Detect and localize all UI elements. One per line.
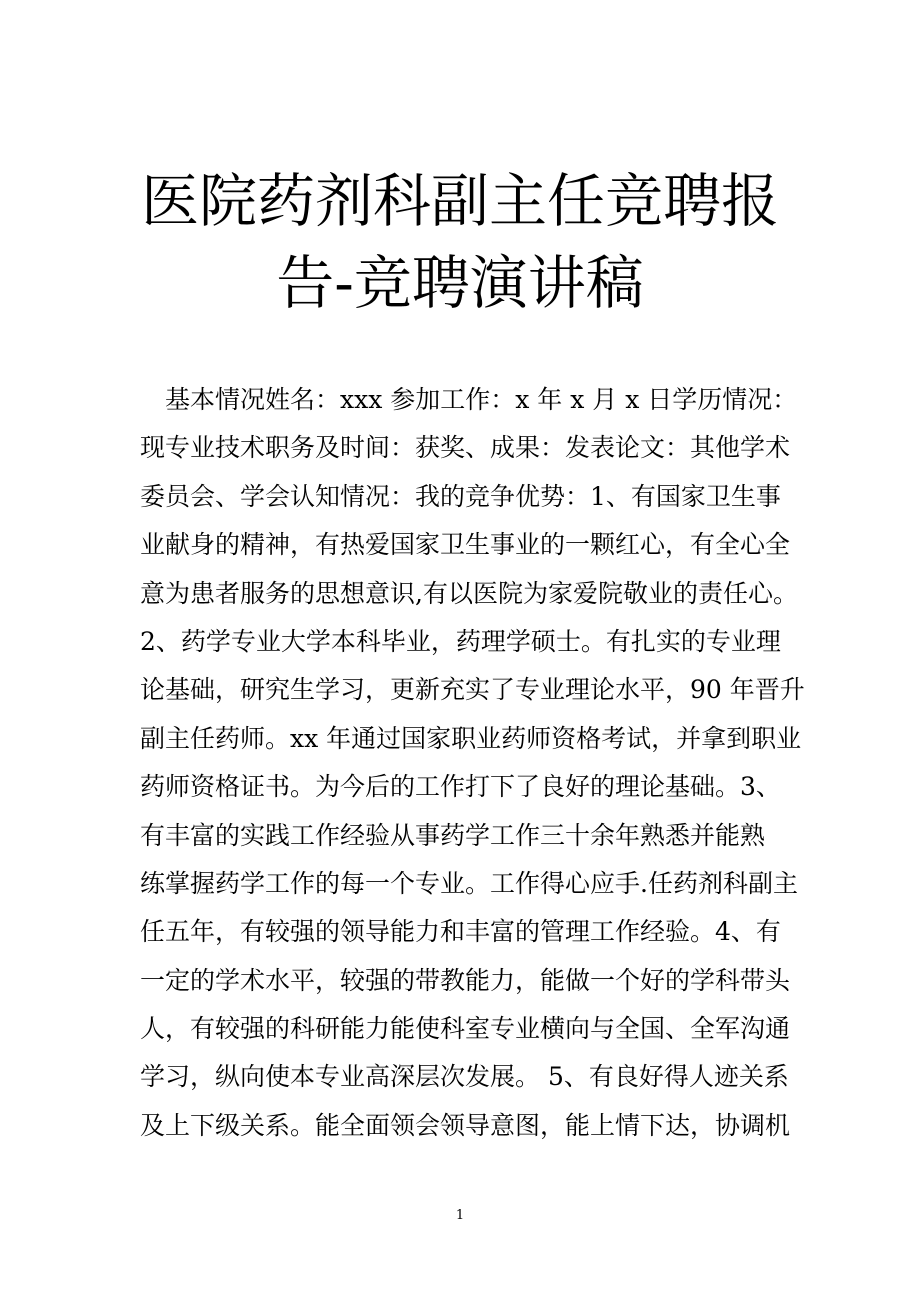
body-line: 意为患者服务的思想意识,有以医院为家爱院敬业的责任心。 [140, 578, 798, 608]
body-line: 业献身的精神，有热爱国家卫生事业的一颗红心，有全心全 [140, 530, 791, 560]
document-title [100, 160, 820, 324]
body-line: 副主任药师。xx 年通过国家职业药师资格考试，并拿到职业 [140, 723, 802, 753]
body-line: 及上下级关系。能全面领会领导意图，能上情下达，协调机 [140, 1110, 791, 1140]
title-line-1: 医院药剂科副主任竞聘报 [140, 167, 779, 235]
body-line: 2、药学专业大学本科毕业，药理学硕士。有扎实的专业理 [140, 626, 781, 656]
body-line: 基本情况姓名：xxx 参加工作：x 年 x 月 x 日学历情况： [165, 385, 798, 414]
body-line: 有丰富的实践工作经验从事药学工作三十余年熟悉并能熟 [140, 820, 766, 850]
body-line: 学习，纵向使本专业高深层次发展。 5、有良好得人迹关系 [140, 1062, 789, 1092]
title-line-2: 告-竞聘演讲稿 [276, 249, 644, 317]
body-line: 一定的学术水平，较强的带教能力，能做一个好的学科带头 [140, 965, 791, 995]
page-number: 1 [455, 1208, 465, 1223]
body-paragraph [140, 376, 805, 1150]
body-line: 现专业技术职务及时间：获奖、成果：发表论文：其他学术 [140, 433, 791, 463]
body-line: 委员会、学会认知情况：我的竞争优势：1、有国家卫生事 [140, 481, 781, 511]
body-line: 任五年，有较强的领导能力和丰富的管理工作经验。4、有 [140, 917, 781, 947]
body-line: 人，有较强的科研能力能使科室专业横向与全国、全军沟通 [140, 1014, 791, 1044]
body-line: 药师资格证书。为今后的工作打下了良好的理论基础。3、 [140, 772, 781, 802]
body-line: 论基础，研究生学习，更新充实了专业理论水平，90 年晋升 [140, 675, 805, 705]
body-line: 练掌握药学工作的每一个专业。工作得心应手.任药剂科副主 [140, 868, 798, 898]
